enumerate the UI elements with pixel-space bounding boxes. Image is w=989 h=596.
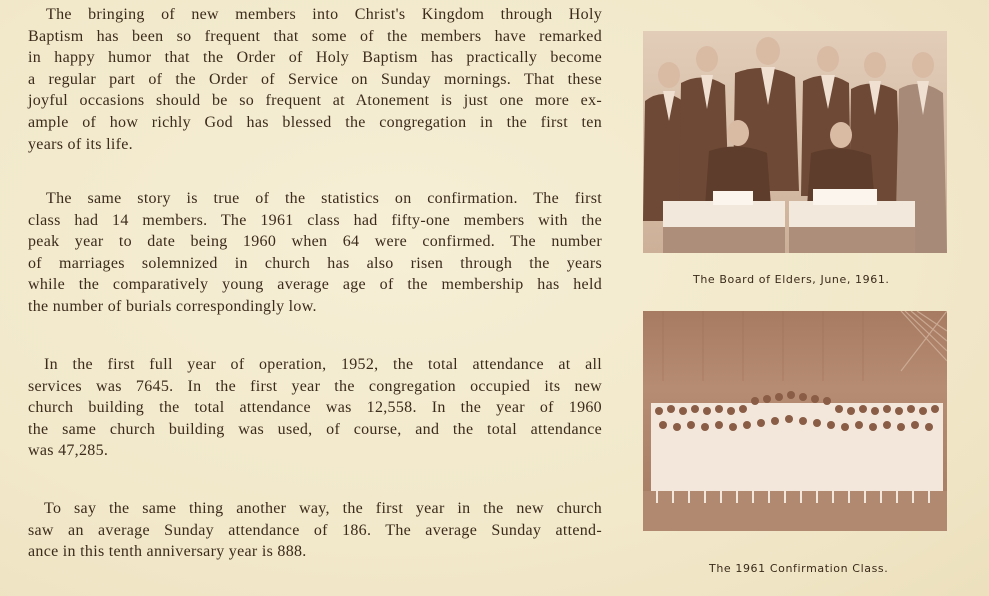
confirmation-class-photo-art xyxy=(643,311,947,531)
confirmation-class-caption: The 1961 Confirmation Class. xyxy=(709,562,889,575)
text-line: church building the total attendance was 12,558. In the year of 1960 xyxy=(28,399,602,417)
text-line: The same story is true of the statistics on confirmation. The first xyxy=(46,190,602,207)
confirmation-class-photo xyxy=(643,311,947,531)
board-of-elders-caption: The Board of Elders, June, 1961. xyxy=(693,273,890,286)
text-line: in happy humor that the Order of Holy Baptism has practically become xyxy=(28,49,602,67)
text-line: To say the same thing another way, the first year in the new church xyxy=(44,500,602,517)
text-line: a regular part of the Order of Service on Sunday mornings. That these xyxy=(28,70,602,88)
text-line: the same church building was used, of course, and the total attendance xyxy=(28,420,602,438)
paragraph-baptism xyxy=(28,4,602,155)
board-of-elders-photo-art xyxy=(643,31,947,253)
text-line: The bringing of new members into Christ's Kingdom through Holy xyxy=(46,6,602,23)
text-line: Baptism has been so frequent that some of the members have remarked xyxy=(28,27,602,45)
text-line: joyful occasions should be so frequent at Atonement is just one more ex- xyxy=(28,92,602,110)
text-line: In the first full year of operation, 1952, the total attendance at all xyxy=(44,356,602,373)
text-line: ample of how richly God has blessed the congregation in the first ten xyxy=(28,113,602,131)
paragraph-confirmation xyxy=(28,188,602,318)
paragraph-attendance xyxy=(28,354,602,462)
board-of-elders-photo xyxy=(643,31,947,253)
text-line: ance in this tenth anniversary year is 888. xyxy=(28,543,307,561)
text-line: while the comparatively young average age of the membership has held xyxy=(28,276,602,294)
text-line: years of its life. xyxy=(28,135,133,153)
text-line: was 47,285. xyxy=(28,442,109,460)
text-line: services was 7645. In the first year the congregation occupied its new xyxy=(28,377,602,395)
text-line: class had 14 members. The 1961 class had fifty-one members with the xyxy=(28,211,602,229)
text-line: peak year to date being 1960 when 64 were confirmed. The number xyxy=(28,233,602,251)
text-line: saw an average Sunday attendance of 186. The average Sunday attend- xyxy=(28,521,602,539)
paragraph-average-attendance xyxy=(28,498,602,563)
text-line: of marriages solemnized in church has also risen through the years xyxy=(28,254,602,272)
text-line: the number of burials correspondingly low. xyxy=(28,297,317,315)
